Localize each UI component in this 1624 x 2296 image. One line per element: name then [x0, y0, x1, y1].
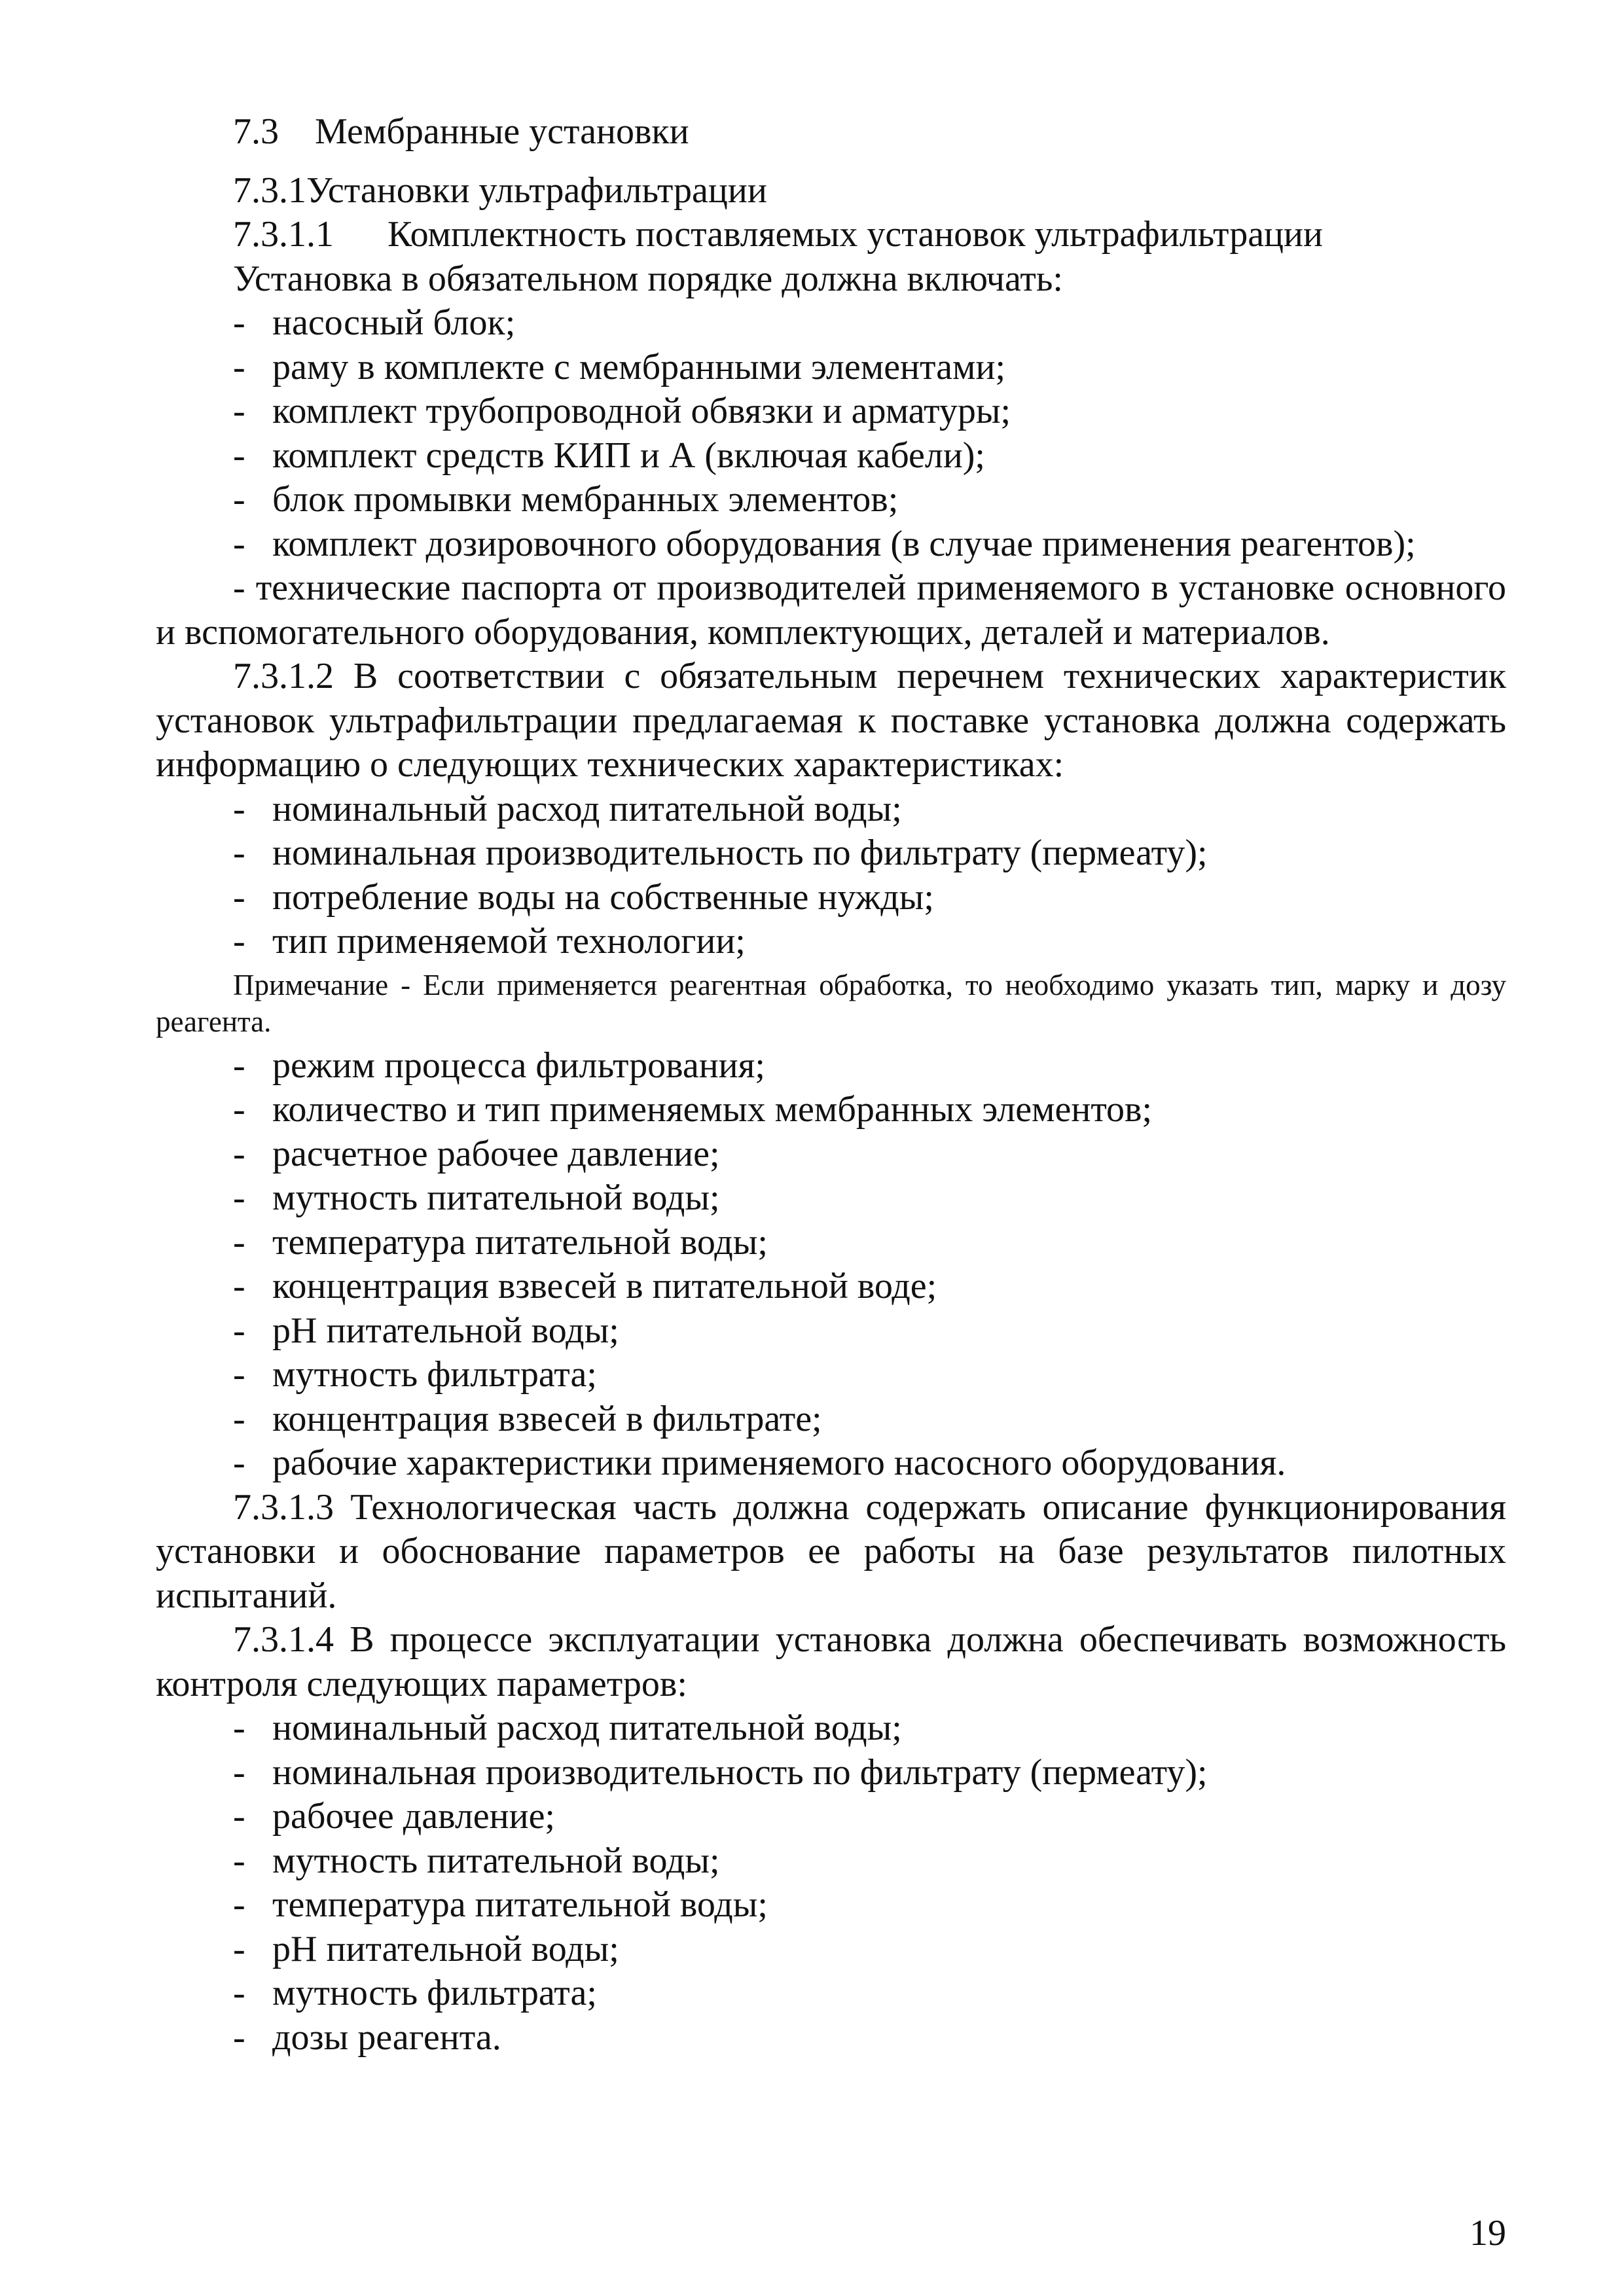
list-item: - мутность питательной воды;: [233, 1177, 720, 1218]
list-item: - дозы реагента.: [233, 2017, 501, 2058]
list-item: - температура питательной воды;: [233, 1221, 768, 1263]
note: Примечание - Если применяется реагентная обработка, то необходимо указать тип, марку и дозу реагента.: [156, 968, 1506, 1038]
list-item: - режим процесса фильтрования;: [233, 1045, 765, 1086]
page-number: 19: [1470, 2213, 1506, 2253]
clause-7-3-1-1-heading: [156, 213, 1506, 257]
clause-7-3-1-3-text: 7.3.1.3 Технологическая часть должна содержать описание функционирования установки и обоснование параметров ее работы на базе результатов пилотных испытаний.: [156, 1486, 1506, 1616]
list-item: - концентрация взвесей в питательной воде;: [233, 1266, 937, 1306]
list-item: - расчетное рабочее давление;: [233, 1133, 720, 1174]
equipment-list: [156, 301, 1506, 566]
section-title: Мембранные установки: [315, 111, 689, 152]
list-item: - номинальный расход питательной воды;: [233, 788, 902, 829]
characteristics-list-b: [156, 1044, 1506, 1486]
list-item: - комплект трубопроводной обвязки и арматуры;: [233, 391, 1011, 431]
list-item: - концентрация взвесей в фильтрате;: [233, 1398, 822, 1439]
list-item: - тип применяемой технологии;: [233, 921, 746, 961]
section-number: 7.3: [233, 111, 279, 152]
characteristics-list-a: [156, 787, 1506, 964]
list-item: - рН питательной воды;: [233, 1310, 619, 1351]
section-heading: [156, 110, 1506, 154]
list-item: - рабочие характеристики применяемого насосного оборудования.: [233, 1443, 1286, 1483]
document-page: [156, 110, 1506, 2060]
list-item: - мутность фильтрата;: [233, 1973, 597, 2013]
list-item: - рН питательной воды;: [233, 1928, 619, 1969]
monitoring-list: [156, 1706, 1506, 2060]
list-item: - количество и тип применяемых мембранных элементов;: [233, 1089, 1153, 1130]
list-item: - рабочее давление;: [233, 1796, 555, 1837]
list-item: - комплект средств КИП и А (включая кабели);: [233, 435, 985, 476]
clause-7-3-1-2-text: 7.3.1.2 В соответствии с обязательным перечнем технических характеристик установок ультрафильтрации предлагаемая к поставке установка должна содержать информацию о следующих технических характеристиках:: [156, 656, 1506, 785]
list-item: - номинальная производительность по фильтрату (пермеату);: [233, 1751, 1208, 1793]
list-item: - блок промывки мембранных элементов;: [233, 479, 899, 520]
list-item: - номинальный расход питательной воды;: [233, 1708, 902, 1748]
list-item: - мутность питательной воды;: [233, 1840, 720, 1881]
list-item: - насосный блок;: [233, 302, 516, 343]
list-item: - температура питательной воды;: [233, 1884, 768, 1925]
clause-7-3-1-4-text: 7.3.1.4 В процессе эксплуатации установка должна обеспечивать возможность контроля следующих параметров:: [156, 1619, 1506, 1704]
list-item: - мутность фильтрата;: [233, 1354, 597, 1395]
clause-intro: Установка в обязательном порядке должна включать:: [233, 258, 1063, 299]
list-item: - потребление воды на собственные нужды;: [233, 876, 934, 918]
subsection-heading: 7.3.1Установки ультрафильтрации: [233, 170, 767, 211]
clause-title: Комплектность поставляемых установок ультрафильтрации: [388, 214, 1323, 255]
list-item: - номинальная производительность по фильтрату (пермеату);: [233, 833, 1208, 873]
list-item-passports: - технические паспорта от производителей применяемого в установке основного и вспомогательного оборудования, комплектующих, деталей и материалов.: [156, 567, 1506, 653]
clause-number: 7.3.1.1: [233, 214, 334, 255]
list-item: - комплект дозировочного оборудования (в случае применения реагентов);: [233, 523, 1416, 564]
list-item: - раму в комплекте с мембранными элементами;: [233, 346, 1005, 387]
